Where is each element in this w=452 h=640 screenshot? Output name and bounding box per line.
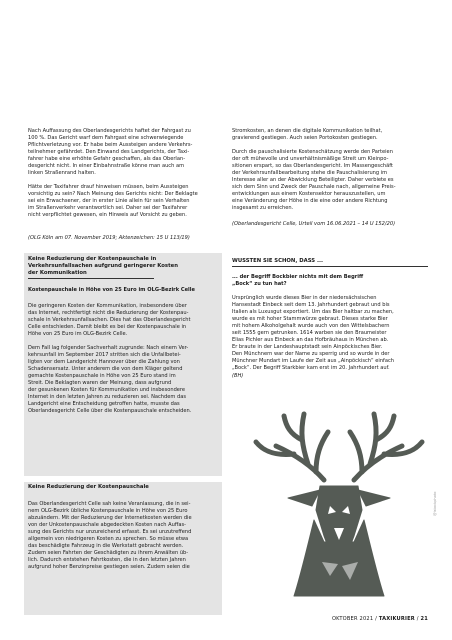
- footer-sep-2: /: [416, 616, 421, 622]
- right-citation: (Oberlandesgericht Celle, Urteil vom 16.06.2021 – 14 U 152/20): [232, 221, 396, 227]
- deer-head-illustration: [250, 402, 428, 598]
- right-intro-text: Stromkosten, an denen die digitale Kommunikation teilhat, gravierend gestiegen. Auch seien Portokosten gestiegen. Durch die pauschalisierte Kostenschätzung werde den Parteien der oft mühevolle und unverhältnismäßige Streit um Kleinpo- sitionen erspart, so das Oberlandesgericht. Im Massengeschäft der Verkehrsunfallbearbeitung stehe die Pauschalisierung im Interesse aller an der Abwicklung Beteiligter. Daher verbiete es sich dem Sinn und Zweck der Pauschale nach, allgemeine Preis- entwicklungen aus einem Kostensektor herauszustellen, um eine Veränderung der Höhe in die eine oder andere Richtung insgesamt zu erreichen.: [232, 128, 396, 211]
- left-intro-text: Nach Auffassung des Oberlandesgerichts haftet der Fahrgast zu 100 %. Das Gericht warf dem Fahrgast eine schwerwiegende Pflichtverletzung vor. Er habe beim Aussteigen andere Verkehrs- teilnehmer gefährdet. Den Einwand des Landgerichts, der Taxi- fahrer habe eine erhöhte Gefahr geschaffen, als das Oberlan- desgericht nicht. In einer Einbahnstraße könne man auch am linken Straßenrand halten. Hätte der Taxifahrer drauf hinweisen müssen, beim Aussteigen vorsichtig zu sein? Nach Meinung des Gerichts nicht: Der Beklagte sei ein Erwachsener, der in erster Linie allein für sein Verhalten im Straßenverkehr verantwortlich sei. Daher sei der Taxifahrer nicht verpflichtet gewesen, ein Hinweis auf Vorsicht zu geben.: [28, 128, 198, 218]
- page-footer: [332, 616, 428, 623]
- sidebar-question: ... der Begriff Bockbier nichts mit dem Begriff „Bock“ zu tun hat?: [232, 274, 364, 287]
- box2-title: Keine Reduzierung der Kostenpauschale: [28, 484, 149, 490]
- left-citation: (OLG Köln am 07. November 2019; Aktenzeichen: 15 U 113/19): [28, 235, 190, 241]
- sidebar-body: Ursprünglich wurde dieses Bier in der niedersächsischen Hansestadt Einbeck seit dem 13. Jahrhundert gebraut und bis Italien als Luxusgut exportiert. Um das Bier haltbar zu machen, wurde es mit hoher Stammwürze gebraut. Dieses starke Bier mit hohem Alkoholgehalt wurde auch von den Wittelsbachern seit 1555 gern getrunken. 1614 warben sie den Braumeister Elias Pichler aus Einbeck an das Hofbräuhaus in München ab. Er braute in der Landeshauptstadt sein Ainpöckisches Bier. Den Münchnern war der Name zu sperrig und so wurde in der Münchner Mundart im Laufe der Zeit aus „Ainpöckisch“ einfach „Bock“. Der Begriff Starkbier kam erst im 20. Jahrhundert auf.: [232, 295, 395, 371]
- box1-subtitle: Kostenpauschale in Höhe von 25 Euro im OLG-Bezirk Celle: [28, 287, 195, 293]
- footer-sep-1: /: [375, 616, 379, 622]
- sidebar-heading: WUSSTEN SIE SCHON, DASS ...: [232, 258, 323, 264]
- box1-title: Keine Reduzierung der Kostenpauschale in Verkehrsunfallsachen aufgrund geringerer Kosten der Kommunikation: [28, 256, 178, 276]
- box2-body: Das Oberlandesgericht Celle sah keine Veranlassung, die in sei- nem OLG-Bezirk übliche Kostenpauschale in Höhe von 25 Euro abzuändern. Mit der Reduzierung der Internetkosten werden die von der Unkostenpauschale abgedeckten Kosten nach Auffas- sung des Gerichts nur unzureichend erfasst. Es sei unzutreffend allgemein von niedrigeren Kosten zu sprechen. So müsse etwa das beschädigte Fahrzeug in die Werkstatt gebracht werden. Zudem seien Fahrten der Geschädigten zu ihrem Anwälten üb- lich. Dadurch entstehen Fahrtkosten, die in den letzten Jahren aufgrund hoher Benzinpreise gestiegen seien. Zudem seien die: [28, 501, 192, 570]
- box1-title-rule: [28, 278, 154, 279]
- footer-magazine: TAXIKURIER: [378, 616, 415, 622]
- footer-page-number: 21: [420, 616, 428, 622]
- sidebar-heading-rule: [232, 266, 428, 267]
- sidebar-signature: (BH): [232, 373, 244, 379]
- footer-month: OKTOBER 2021: [331, 616, 374, 622]
- box1-body: Die geringeren Kosten der Kommunikation, insbesondere über das Internet, rechtfertigt nicht die Reduzierung der Kostenpau- schale in Verkehrsunfallsachen. Dies hat das Oberlandesgericht Celle entschieden. Damit bleibt es bei der Kostenpauschale in Höhe von 25 Euro im OLG-Bezirk Celle. Dem Fall lag folgender Sachverhalt zugrunde: Nach einem Ver- kehrsunfall im September 2017 stritten sich die Unfallbetei- ligten vor dem Landgericht Hannover über die Zahlung von Schadensersatz. Unter anderem die von dem Kläger geltend gemachte Kostenpauschale in Höhe von 25 Euro stand im Streit. Die Beklagten waren der Meinung, dass aufgrund der gesunkenen Kosten für Kommunikation und insbesondere Internet in den letzten Jahren zu reduzieren sei. Nachdem das Landgericht eine Entscheidung getroffen hatte, musste das Oberlandesgericht Celle über die Kostenpauschale entscheiden.: [28, 303, 192, 414]
- image-credit: @istockphoto: [433, 491, 437, 516]
